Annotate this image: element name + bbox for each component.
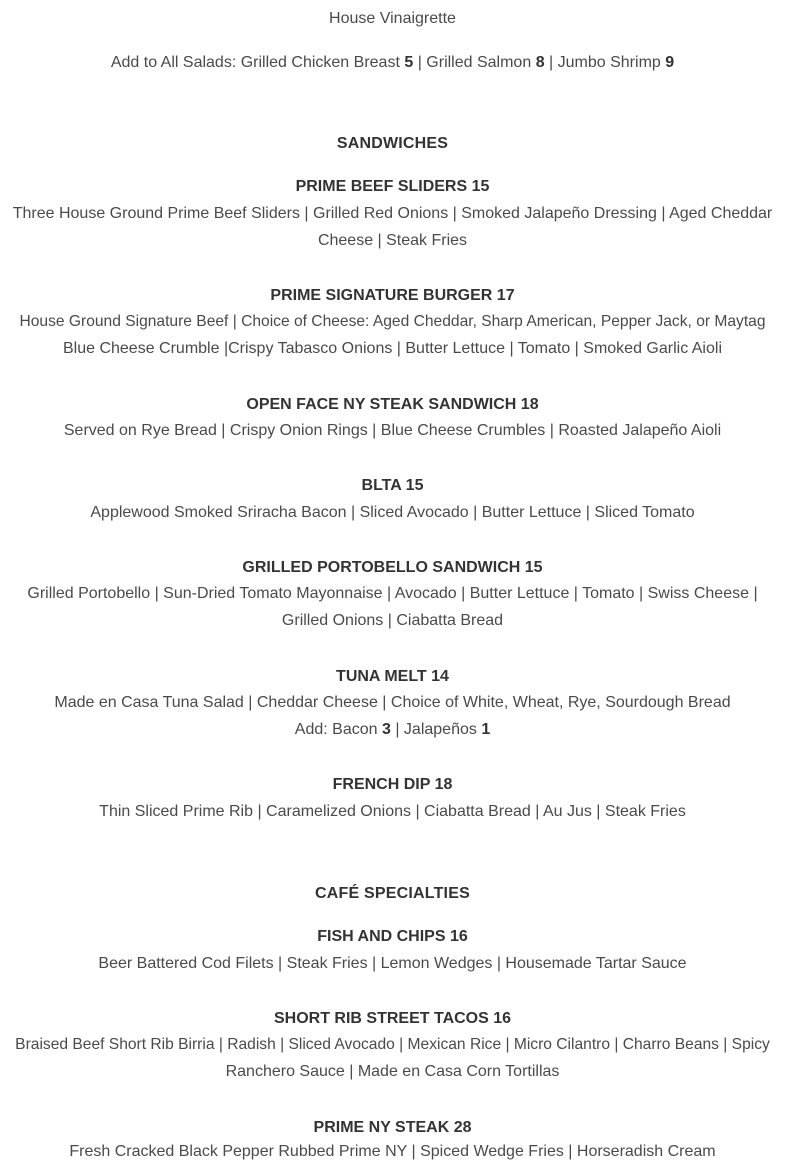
- menu-item-desc: Braised Beef Short Rib Birria | Radish | Sliced Avocado | Mexican Rice | Micro Cilantro | Charro Beans | Spicy: [15, 1036, 770, 1053]
- menu-item-desc: Ranchero Sauce | Made en Casa Corn Tortillas: [225, 1063, 560, 1080]
- menu-item-desc: Thin Sliced Prime Rib | Caramelized Onions | Ciabatta Bread | Au Jus | Steak Fries: [99, 803, 686, 820]
- menu-item-desc: Blue Cheese Crumble |Crispy Tabasco Onions | Butter Lettuce | Tomato | Smoked Garlic Aioli: [62, 340, 722, 357]
- menu-item-name: BLTA 15: [361, 477, 424, 494]
- menu-item-desc: Made en Casa Tuna Salad | Cheddar Cheese | Choice of White, Wheat, Rye, Sourdough Bread: [54, 694, 731, 711]
- salad-addon-salmon-price: 8: [535, 54, 545, 71]
- salad-dressing-text: House Vinaigrette: [329, 10, 456, 27]
- menu-item-name: TUNA MELT 14: [336, 668, 449, 685]
- menu-item-name: OPEN FACE NY STEAK SANDWICH 18: [246, 396, 539, 413]
- salad-addon-chicken: Grilled Chicken Breast: [240, 54, 400, 71]
- menu-item-desc: Served on Rye Bread | Crispy Onion Rings | Blue Cheese Crumbles | Roasted Jalapeño Aioli: [63, 422, 722, 439]
- menu-item-name: GRILLED PORTOBELLO SANDWICH 15: [242, 559, 543, 576]
- menu-item-desc: Fresh Cracked Black Pepper Rubbed Prime NY | Spiced Wedge Fries | Horseradish Cream: [69, 1143, 716, 1160]
- salad-addon-shrimp: Jumbo Shrimp: [557, 54, 661, 71]
- tuna-addon-bacon: Bacon: [332, 721, 378, 738]
- salad-addons-line: Add to All Salads: Grilled Chicken Breast 5 | Grilled Salmon 8 | Jumbo Shrimp 9: [110, 54, 675, 71]
- salad-addons-label: Add to All Salads:: [110, 54, 237, 71]
- menu-item-desc: House Ground Signature Beef | Choice of Cheese: Aged Cheddar, Sharp American, Pepper Jack, or Maytag: [19, 313, 766, 330]
- tuna-addon-jalapenos: Jalapeños: [403, 721, 477, 738]
- tuna-addon-bacon-price: 3: [381, 721, 391, 738]
- menu-item-name: PRIME NY STEAK 28: [313, 1119, 472, 1136]
- menu-item-desc: Cheese | Steak Fries: [317, 232, 468, 249]
- menu-item-desc: Grilled Portobello | Sun-Dried Tomato Mayonnaise | Avocado | Butter Lettuce | Tomato | Swiss Cheese |: [27, 585, 758, 602]
- salad-addon-chicken-price: 5: [404, 54, 414, 71]
- tuna-addons-label: Add:: [294, 721, 328, 738]
- salad-addon-shrimp-price: 9: [665, 54, 675, 71]
- menu-item-desc: Three House Ground Prime Beef Sliders | Grilled Red Onions | Smoked Jalapeño Dressing | Aged Cheddar: [12, 205, 773, 222]
- menu-item-desc: Grilled Onions | Ciabatta Bread: [281, 612, 504, 629]
- section-title-cafe: CAFÉ SPECIALTIES: [315, 885, 470, 902]
- menu-item-name: PRIME SIGNATURE BURGER 17: [270, 287, 515, 304]
- tuna-addons-line: Add: Bacon 3 | Jalapeños 1: [294, 721, 491, 738]
- menu-item-name: FISH AND CHIPS 16: [317, 928, 468, 945]
- section-title-sandwiches: SANDWICHES: [336, 135, 449, 152]
- tuna-addon-jalapenos-price: 1: [481, 721, 491, 738]
- salad-addon-salmon: Grilled Salmon: [426, 54, 532, 71]
- menu-item-name: PRIME BEEF SLIDERS 15: [295, 178, 490, 195]
- menu-item-desc: Applewood Smoked Sriracha Bacon | Sliced Avocado | Butter Lettuce | Sliced Tomato: [90, 504, 695, 521]
- menu-item-name: SHORT RIB STREET TACOS 16: [273, 1010, 512, 1027]
- menu-item-desc: Beer Battered Cod Filets | Steak Fries | Lemon Wedges | Housemade Tartar Sauce: [98, 955, 687, 972]
- menu-item-name: FRENCH DIP 18: [332, 776, 453, 793]
